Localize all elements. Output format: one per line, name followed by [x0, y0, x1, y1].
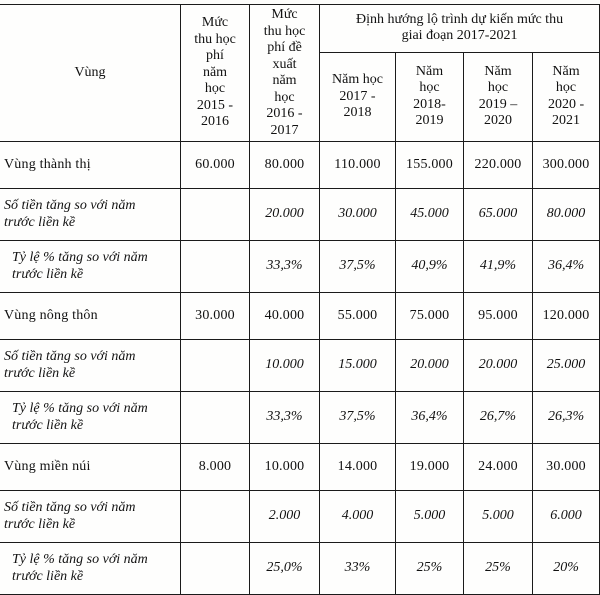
amount-increase-value: 6.000 — [533, 491, 600, 543]
amount-increase-value: 65.000 — [464, 189, 533, 241]
region-value: 95.000 — [464, 293, 533, 340]
region-value: 80.000 — [250, 142, 320, 189]
amount-increase-value: 15.000 — [320, 340, 396, 392]
table-row — [0, 392, 600, 444]
header-fee-proposed-2016-2017: Mức thu học phí đề xuất năm học 2016 - 2017 — [250, 5, 320, 142]
amount-increase-value: 10.000 — [250, 340, 320, 392]
amount-increase-value — [181, 340, 250, 392]
table-row — [0, 444, 600, 491]
table-row — [0, 293, 600, 340]
region-value: 14.000 — [320, 444, 396, 491]
table-header — [0, 5, 600, 142]
region-value: 300.000 — [533, 142, 600, 189]
region-value: 155.000 — [396, 142, 464, 189]
table-row — [0, 491, 600, 543]
percent-increase-value: 40,9% — [396, 241, 464, 293]
amount-increase-value: 45.000 — [396, 189, 464, 241]
header-year-2017-2018: Năm học 2017 - 2018 — [320, 52, 396, 141]
percent-increase-value: 37,5% — [320, 241, 396, 293]
region-name: Vùng thành thị — [0, 142, 181, 189]
region-name: Vùng miền núi — [0, 444, 181, 491]
region-value: 75.000 — [396, 293, 464, 340]
amount-increase-label: Số tiền tăng so với năm trước liền kề — [0, 491, 181, 543]
percent-increase-label: Tỷ lệ % tăng so với năm trước liền kề — [0, 543, 181, 595]
table-row — [0, 543, 600, 595]
header-year-2019-2020: Năm học 2019 – 2020 — [464, 52, 533, 141]
tuition-fee-roadmap-table-document — [0, 4, 600, 584]
percent-increase-value: 36,4% — [533, 241, 600, 293]
percent-increase-value: 26,7% — [464, 392, 533, 444]
amount-increase-value: 5.000 — [464, 491, 533, 543]
percent-increase-value: 25% — [464, 543, 533, 595]
region-value: 120.000 — [533, 293, 600, 340]
region-value: 19.000 — [396, 444, 464, 491]
table-row — [0, 189, 600, 241]
region-value: 110.000 — [320, 142, 396, 189]
header-row-top — [0, 5, 600, 53]
amount-increase-value: 2.000 — [250, 491, 320, 543]
header-year-2020-2021: Năm học 2020 - 2021 — [533, 52, 600, 141]
percent-increase-value — [181, 392, 250, 444]
percent-increase-value: 33% — [320, 543, 396, 595]
table-row — [0, 142, 600, 189]
percent-increase-value: 33,3% — [250, 241, 320, 293]
amount-increase-value: 20.000 — [396, 340, 464, 392]
percent-increase-value: 41,9% — [464, 241, 533, 293]
tuition-fee-table — [0, 4, 600, 595]
amount-increase-value: 20.000 — [464, 340, 533, 392]
percent-increase-value — [181, 543, 250, 595]
amount-increase-value — [181, 491, 250, 543]
region-value: 8.000 — [181, 444, 250, 491]
table-row — [0, 241, 600, 293]
percent-increase-label: Tỷ lệ % tăng so với năm trước liền kề — [0, 241, 181, 293]
header-year-2018-2019: Năm học 2018- 2019 — [396, 52, 464, 141]
region-name: Vùng nông thôn — [0, 293, 181, 340]
region-value: 30.000 — [533, 444, 600, 491]
region-value: 40.000 — [250, 293, 320, 340]
table-body — [0, 142, 600, 595]
amount-increase-value: 4.000 — [320, 491, 396, 543]
header-region — [0, 5, 181, 142]
percent-increase-value: 25,0% — [250, 543, 320, 595]
percent-increase-value: 25% — [396, 543, 464, 595]
amount-increase-value: 30.000 — [320, 189, 396, 241]
region-value: 24.000 — [464, 444, 533, 491]
region-value: 30.000 — [181, 293, 250, 340]
amount-increase-value — [181, 189, 250, 241]
percent-increase-label: Tỷ lệ % tăng so với năm trước liền kề — [0, 392, 181, 444]
percent-increase-value: 37,5% — [320, 392, 396, 444]
amount-increase-value: 5.000 — [396, 491, 464, 543]
amount-increase-label: Số tiền tăng so với năm trước liền kề — [0, 189, 181, 241]
amount-increase-value: 80.000 — [533, 189, 600, 241]
amount-increase-value: 20.000 — [250, 189, 320, 241]
region-value: 10.000 — [250, 444, 320, 491]
percent-increase-value: 20% — [533, 543, 600, 595]
amount-increase-value: 25.000 — [533, 340, 600, 392]
header-region-label: Vùng — [74, 64, 106, 80]
amount-increase-label: Số tiền tăng so với năm trước liền kề — [0, 340, 181, 392]
region-value: 55.000 — [320, 293, 396, 340]
table-row — [0, 340, 600, 392]
header-projection-title: Định hướng lộ trình dự kiến mức thu giai đoạn 2017-2021 — [320, 5, 600, 53]
percent-increase-value: 33,3% — [250, 392, 320, 444]
percent-increase-value: 26,3% — [533, 392, 600, 444]
percent-increase-value — [181, 241, 250, 293]
header-fee-2015-2016: Mức thu học phí năm học 2015 - 2016 — [181, 5, 250, 142]
region-value: 220.000 — [464, 142, 533, 189]
percent-increase-value: 36,4% — [396, 392, 464, 444]
region-value: 60.000 — [181, 142, 250, 189]
